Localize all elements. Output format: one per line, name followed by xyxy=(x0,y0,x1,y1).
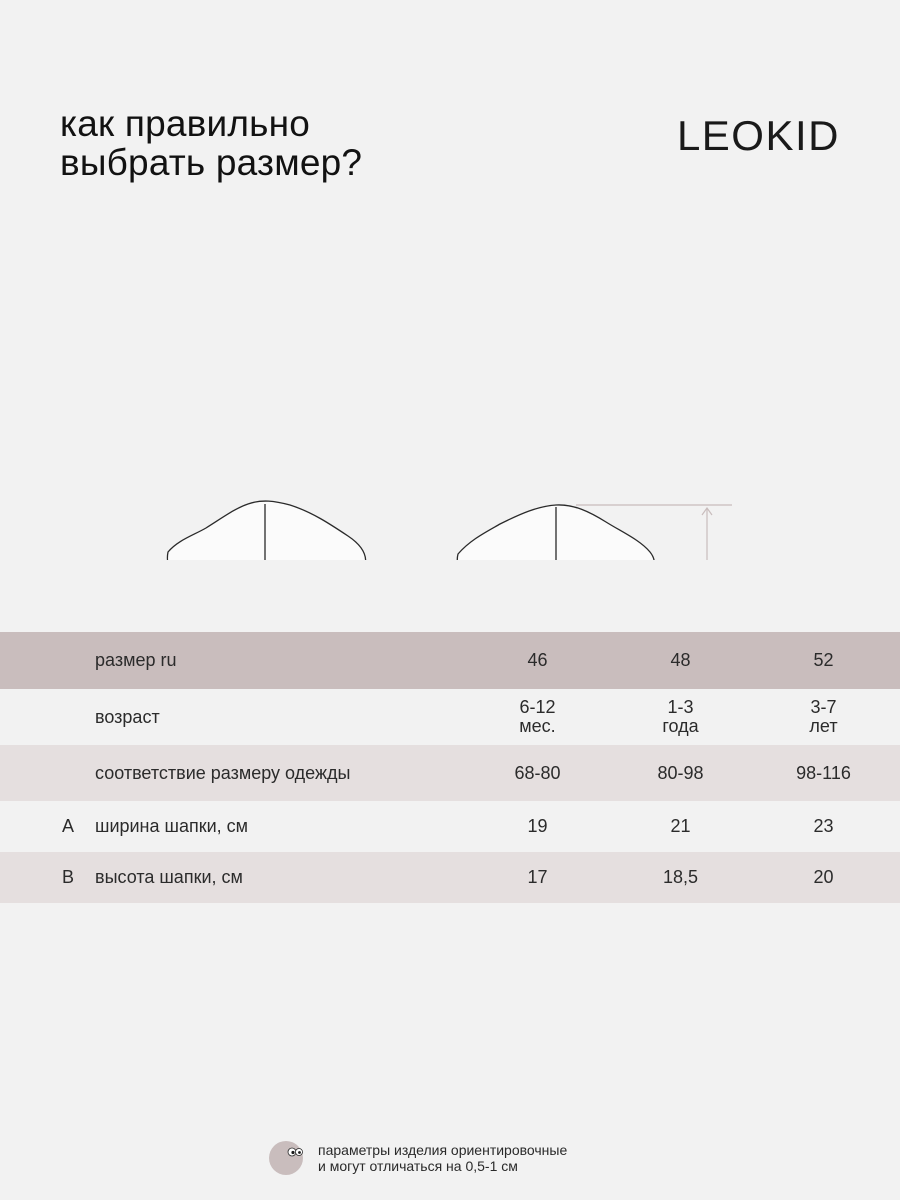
row-letter: A xyxy=(62,816,75,836)
cell-value: 20 xyxy=(813,867,834,887)
cell-value: 21 xyxy=(670,816,691,836)
hat-front-drawing xyxy=(166,501,368,560)
title-line-1: как правильно xyxy=(60,103,311,144)
row-label: высота шапки, см xyxy=(95,867,243,887)
title-line-2: выбрать размер? xyxy=(60,142,363,183)
cell-value-top: 1-3 xyxy=(667,697,694,717)
row-label: размер ru xyxy=(95,650,177,670)
table-row-height xyxy=(0,852,900,903)
cell-value xyxy=(633,689,728,745)
cell-value xyxy=(776,689,871,745)
cell-value: 80-98 xyxy=(657,762,704,783)
note-line-1: параметры изделия ориентировочные xyxy=(318,1142,568,1158)
cell-value-top: 6-12 xyxy=(519,697,556,717)
row-label: соответствие размеру одежды xyxy=(95,762,351,783)
footer-note xyxy=(268,1140,567,1176)
row-letter xyxy=(0,689,95,745)
hat-size-diagram xyxy=(0,240,900,560)
table-row-width xyxy=(0,801,900,852)
row-label: ширина шапки, см xyxy=(95,816,249,836)
cell-value: 98-116 xyxy=(796,762,851,783)
cell-value-bottom: мес. xyxy=(519,716,556,736)
size-table xyxy=(0,632,900,903)
table-row-clothing-size xyxy=(0,745,900,801)
cell-value: 19 xyxy=(527,816,548,836)
row-label: возраст xyxy=(95,706,160,727)
page-title xyxy=(60,104,362,182)
row-letter xyxy=(0,745,95,801)
cell-value: 23 xyxy=(813,816,834,836)
hat-back-drawing xyxy=(456,505,659,560)
cell-value-bottom: года xyxy=(662,716,699,736)
cell-value: 48 xyxy=(670,650,691,670)
table-row-size-ru xyxy=(0,632,900,689)
cell-value-top: 3-7 xyxy=(810,697,837,717)
brand-logo: LEOKID xyxy=(676,112,840,159)
mascot-icon xyxy=(268,1140,304,1176)
note-text xyxy=(318,1142,567,1174)
cell-value xyxy=(490,689,585,745)
row-letter xyxy=(0,632,95,689)
cell-value-bottom: лет xyxy=(809,716,838,736)
cell-value: 68-80 xyxy=(514,762,561,783)
note-line-2: и могут отличаться на 0,5-1 см xyxy=(318,1158,518,1174)
cell-value: 52 xyxy=(813,650,834,670)
cell-value: 18,5 xyxy=(662,867,699,887)
row-letter: B xyxy=(62,867,75,887)
cell-value: 46 xyxy=(527,650,548,670)
cell-value: 17 xyxy=(527,867,548,887)
table-row-age xyxy=(0,689,900,745)
